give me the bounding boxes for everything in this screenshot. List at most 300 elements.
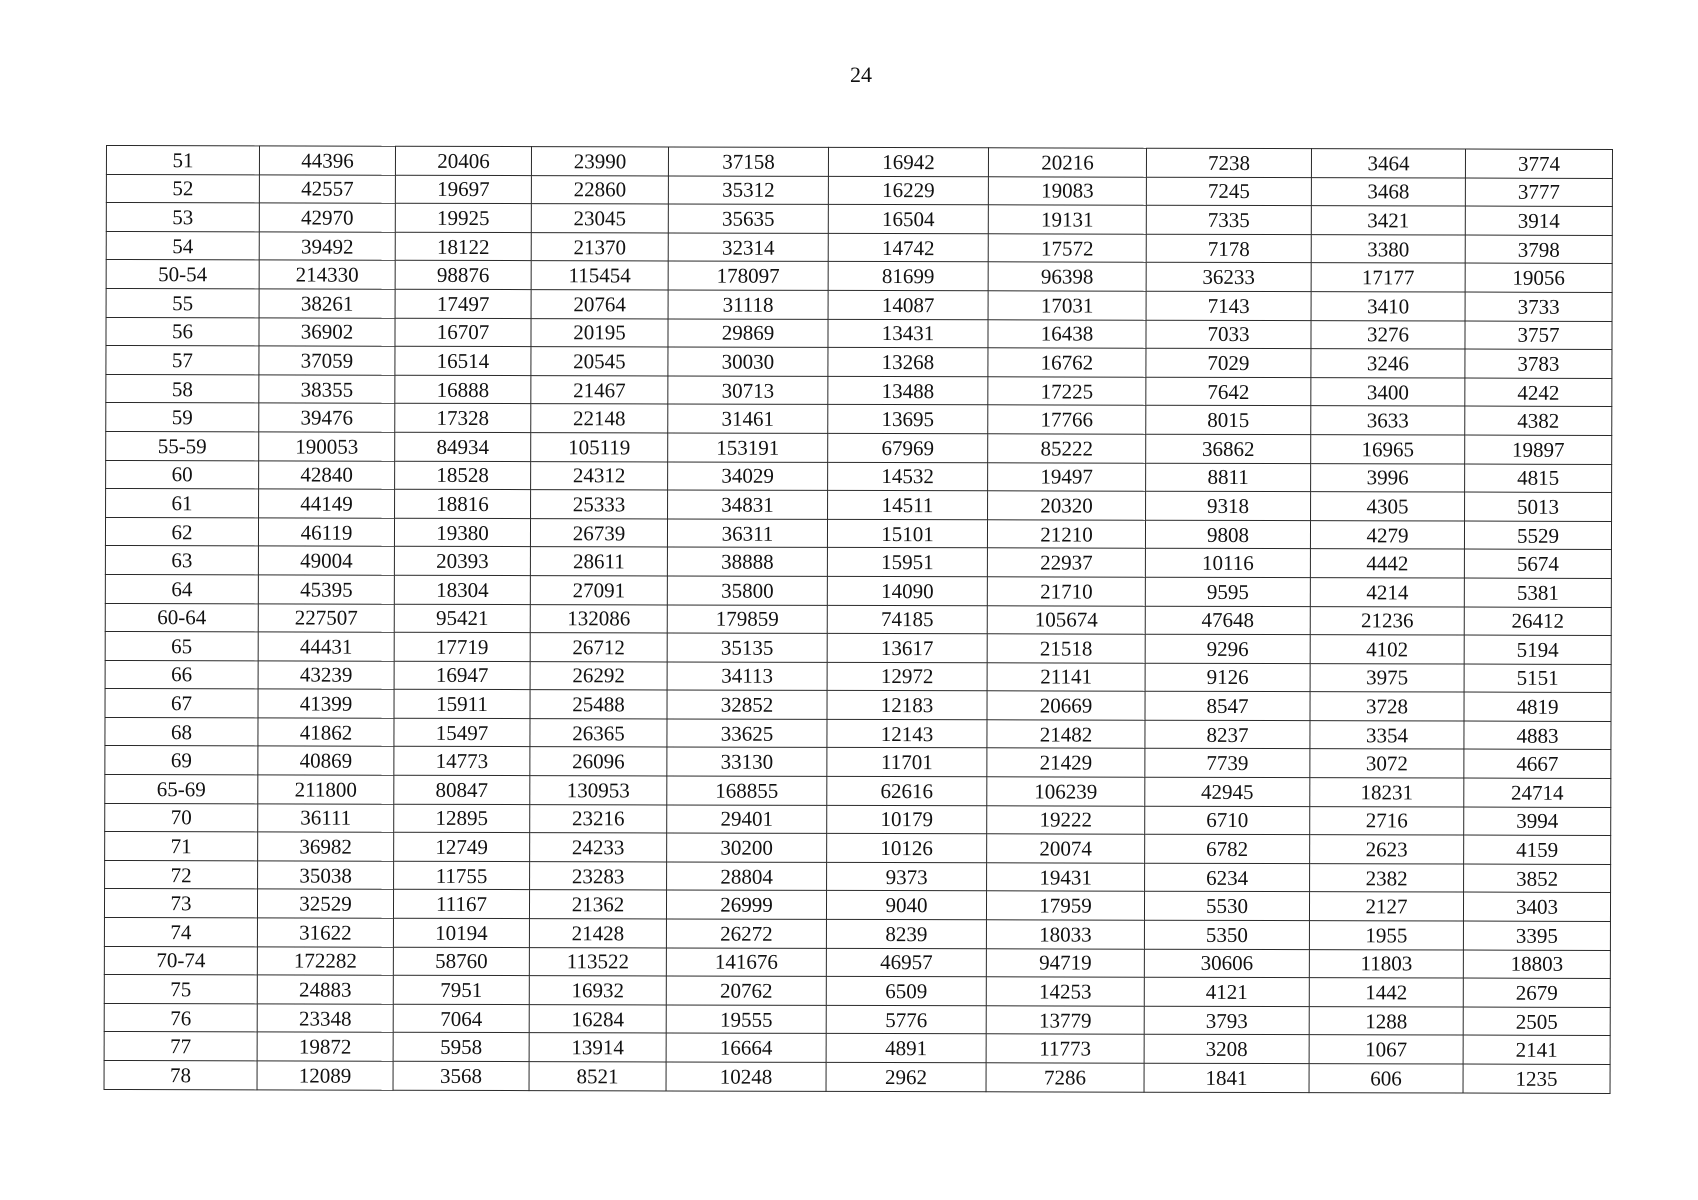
value-cell: 14773: [394, 747, 530, 776]
table-body: [104, 146, 1612, 1094]
value-cell: 27091: [530, 576, 667, 605]
value-cell: 3400: [1311, 377, 1465, 406]
value-cell: 13431: [828, 319, 988, 348]
value-cell: 5013: [1465, 492, 1612, 521]
value-cell: 16514: [395, 346, 531, 375]
age-cell: 76: [104, 1003, 257, 1032]
table-row: [106, 374, 1612, 407]
value-cell: 8015: [1146, 406, 1311, 435]
value-cell: 4382: [1465, 406, 1612, 435]
value-cell: 9318: [1146, 491, 1311, 520]
value-cell: 31118: [668, 290, 828, 319]
value-cell: 41399: [258, 689, 394, 718]
value-cell: 39476: [259, 403, 395, 432]
value-cell: 10179: [827, 805, 987, 834]
age-cell: 77: [104, 1032, 257, 1061]
age-cell: 60: [106, 460, 259, 489]
value-cell: 38261: [259, 289, 395, 318]
value-cell: 30713: [668, 376, 828, 405]
value-cell: 20669: [987, 691, 1145, 720]
value-cell: 17328: [395, 404, 531, 433]
value-cell: 19497: [988, 462, 1146, 491]
value-cell: 3633: [1311, 406, 1465, 435]
value-cell: 36902: [259, 317, 395, 346]
value-cell: 36982: [258, 832, 394, 861]
value-cell: 4815: [1465, 464, 1612, 493]
value-cell: 32314: [668, 233, 828, 262]
value-cell: 26712: [530, 633, 667, 662]
value-cell: 23990: [531, 147, 668, 176]
value-cell: 17177: [1311, 263, 1465, 292]
value-cell: 4442: [1310, 549, 1464, 578]
table-row: [106, 146, 1612, 179]
value-cell: 16707: [395, 318, 531, 347]
value-cell: 9126: [1145, 663, 1310, 692]
value-cell: 9595: [1145, 577, 1310, 606]
table-row: [106, 317, 1612, 350]
value-cell: 23045: [531, 204, 668, 233]
value-cell: 12749: [394, 833, 530, 862]
value-cell: 31461: [668, 404, 828, 433]
value-cell: 20545: [531, 347, 668, 376]
value-cell: 36311: [667, 519, 827, 548]
value-cell: 23216: [530, 804, 667, 833]
value-cell: 8237: [1145, 720, 1310, 749]
value-cell: 46119: [258, 518, 394, 547]
value-cell: 168855: [667, 776, 827, 805]
value-cell: 5958: [393, 1033, 529, 1062]
value-cell: 13695: [828, 405, 988, 434]
value-cell: 16888: [395, 375, 531, 404]
value-cell: 5529: [1464, 521, 1611, 550]
value-cell: 3774: [1465, 149, 1612, 178]
value-cell: 15497: [394, 718, 530, 747]
value-cell: 5194: [1464, 635, 1611, 664]
table-row-subtotal: [105, 775, 1611, 808]
value-cell: 12895: [394, 804, 530, 833]
value-cell: 132086: [530, 604, 667, 633]
value-cell: 20393: [394, 547, 530, 576]
age-cell: 74: [104, 918, 257, 947]
value-cell: 15951: [827, 548, 987, 577]
age-cell: 50-54: [106, 260, 259, 289]
value-cell: 17497: [395, 289, 531, 318]
table-row: [105, 574, 1611, 607]
value-cell: 47648: [1145, 606, 1310, 635]
value-cell: 12143: [827, 719, 987, 748]
value-cell: 14090: [827, 576, 987, 605]
value-cell: 85222: [988, 434, 1146, 463]
value-cell: 12972: [827, 662, 987, 691]
value-cell: 24233: [530, 833, 667, 862]
value-cell: 16438: [988, 319, 1146, 348]
table-row: [106, 288, 1612, 321]
value-cell: 179859: [667, 604, 827, 633]
value-cell: 130953: [530, 776, 667, 805]
table-row-subtotal: [106, 431, 1612, 464]
value-cell: 4279: [1310, 520, 1464, 549]
value-cell: 7951: [393, 975, 529, 1004]
value-cell: 14532: [828, 462, 988, 491]
value-cell: 1442: [1309, 978, 1463, 1007]
value-cell: 7178: [1146, 234, 1311, 263]
value-cell: 21141: [987, 662, 1145, 691]
age-cell: 59: [106, 403, 259, 432]
value-cell: 5151: [1464, 664, 1611, 693]
table-row: [105, 660, 1611, 693]
value-cell: 5350: [1144, 920, 1309, 949]
value-cell: 18528: [395, 461, 531, 490]
value-cell: 16229: [828, 176, 988, 205]
value-cell: 18803: [1463, 950, 1610, 979]
value-cell: 26739: [530, 518, 667, 547]
value-cell: 9040: [826, 891, 986, 920]
value-cell: 11773: [986, 1034, 1144, 1063]
value-cell: 37158: [668, 147, 828, 176]
age-cell: 70: [105, 803, 258, 832]
age-cell: 52: [106, 174, 259, 203]
age-cell: 72: [105, 860, 258, 889]
value-cell: 15101: [827, 519, 987, 548]
value-cell: 3568: [393, 1061, 529, 1090]
value-cell: 19431: [987, 863, 1145, 892]
value-cell: 7739: [1145, 749, 1310, 778]
value-cell: 26999: [666, 890, 826, 919]
value-cell: 178097: [668, 261, 828, 290]
value-cell: 141676: [666, 948, 826, 977]
value-cell: 3468: [1311, 177, 1465, 206]
table-row: [105, 546, 1611, 579]
age-cell: 65: [105, 632, 258, 661]
value-cell: 172282: [257, 947, 393, 976]
value-cell: 25488: [530, 690, 667, 719]
value-cell: 43239: [258, 661, 394, 690]
value-cell: 95421: [394, 604, 530, 633]
table-row: [105, 803, 1611, 836]
value-cell: 19380: [394, 518, 530, 547]
value-cell: 3793: [1144, 1006, 1309, 1035]
value-cell: 13779: [986, 1006, 1144, 1035]
value-cell: 20074: [987, 834, 1145, 863]
age-cell: 64: [105, 574, 258, 603]
age-cell: 68: [105, 717, 258, 746]
age-cell: 55-59: [106, 431, 259, 460]
value-cell: 94719: [986, 948, 1144, 977]
table-row: [105, 746, 1611, 779]
value-cell: 21429: [987, 748, 1145, 777]
value-cell: 7286: [986, 1063, 1144, 1092]
value-cell: 3464: [1311, 149, 1465, 178]
value-cell: 30030: [668, 347, 828, 376]
age-cell: 58: [106, 374, 259, 403]
table-row: [105, 717, 1611, 750]
value-cell: 13488: [828, 376, 988, 405]
value-cell: 7064: [393, 1004, 529, 1033]
value-cell: 21710: [987, 577, 1145, 606]
value-cell: 49004: [258, 546, 394, 575]
value-cell: 42557: [259, 174, 395, 203]
value-cell: 2716: [1310, 806, 1464, 835]
value-cell: 22860: [531, 175, 668, 204]
table-row-subtotal: [104, 946, 1610, 979]
value-cell: 16942: [828, 147, 988, 176]
value-cell: 21362: [529, 890, 666, 919]
value-cell: 21518: [987, 634, 1145, 663]
page-number: 24: [850, 62, 872, 87]
value-cell: 7335: [1146, 205, 1311, 234]
value-cell: 5530: [1144, 892, 1309, 921]
value-cell: 11803: [1309, 949, 1463, 978]
value-cell: 42945: [1145, 777, 1310, 806]
value-cell: 3757: [1465, 321, 1612, 350]
value-cell: 19056: [1465, 263, 1612, 292]
value-cell: 31622: [257, 918, 393, 947]
value-cell: 20762: [666, 976, 826, 1005]
value-cell: 3777: [1465, 178, 1612, 207]
value-cell: 10116: [1145, 549, 1310, 578]
value-cell: 29401: [667, 805, 827, 834]
value-cell: 18304: [394, 575, 530, 604]
value-cell: 5381: [1464, 578, 1611, 607]
value-cell: 45395: [258, 575, 394, 604]
value-cell: 6234: [1145, 863, 1310, 892]
value-cell: 24312: [531, 461, 668, 490]
value-cell: 36862: [1146, 434, 1311, 463]
value-cell: 3395: [1463, 921, 1610, 950]
value-cell: 12089: [257, 1061, 393, 1090]
value-cell: 28804: [667, 862, 827, 891]
value-cell: 22937: [987, 548, 1145, 577]
value-cell: 16664: [666, 1033, 826, 1062]
value-cell: 44149: [259, 489, 395, 518]
value-cell: 4819: [1464, 692, 1611, 721]
age-cell: 65-69: [105, 775, 258, 804]
value-cell: 2623: [1310, 835, 1464, 864]
table-row-subtotal: [106, 260, 1612, 293]
value-cell: 8811: [1146, 463, 1311, 492]
value-cell: 8521: [529, 1062, 666, 1091]
age-cell: 55: [106, 288, 259, 317]
value-cell: 4102: [1310, 635, 1464, 664]
value-cell: 20216: [988, 148, 1146, 177]
value-cell: 14511: [828, 491, 988, 520]
value-cell: 3380: [1311, 234, 1465, 263]
value-cell: 3403: [1463, 892, 1610, 921]
value-cell: 20195: [531, 318, 668, 347]
value-cell: 10126: [827, 834, 987, 863]
value-cell: 113522: [529, 947, 666, 976]
value-cell: 35635: [668, 204, 828, 233]
value-cell: 15911: [394, 690, 530, 719]
age-cell: 63: [105, 546, 258, 575]
age-cell: 61: [106, 489, 259, 518]
value-cell: 11755: [394, 861, 530, 890]
value-cell: 16284: [529, 1004, 666, 1033]
value-cell: 1841: [1144, 1063, 1309, 1092]
value-cell: 30200: [667, 833, 827, 862]
value-cell: 19131: [988, 205, 1146, 234]
value-cell: 8547: [1145, 692, 1310, 721]
value-cell: 7245: [1146, 177, 1311, 206]
value-cell: 3733: [1465, 292, 1612, 321]
value-cell: 32529: [257, 889, 393, 918]
value-cell: 153191: [668, 433, 828, 462]
value-cell: 3852: [1464, 864, 1611, 893]
value-cell: 18033: [986, 920, 1144, 949]
value-cell: 19555: [666, 1005, 826, 1034]
age-cell: 62: [105, 517, 258, 546]
value-cell: 19697: [395, 175, 531, 204]
age-cell: 73: [104, 889, 257, 918]
value-cell: 26365: [530, 718, 667, 747]
value-cell: 74185: [827, 605, 987, 634]
age-cell: 75: [104, 975, 257, 1004]
value-cell: 1235: [1463, 1064, 1610, 1093]
value-cell: 4891: [826, 1034, 986, 1063]
value-cell: 19872: [257, 1032, 393, 1061]
value-cell: 190053: [259, 432, 395, 461]
value-cell: 19925: [395, 203, 531, 232]
value-cell: 3072: [1310, 749, 1464, 778]
value-cell: 4305: [1311, 492, 1465, 521]
value-cell: 25333: [531, 490, 668, 519]
table-row: [106, 460, 1612, 493]
value-cell: 41862: [258, 718, 394, 747]
value-cell: 17572: [988, 234, 1146, 263]
value-cell: 21236: [1310, 606, 1464, 635]
value-cell: 106239: [987, 777, 1145, 806]
value-cell: 14742: [828, 233, 988, 262]
value-cell: 14087: [828, 290, 988, 319]
age-cell: 78: [104, 1060, 257, 1089]
value-cell: 20320: [988, 491, 1146, 520]
value-cell: 3994: [1464, 807, 1611, 836]
table-row: [106, 203, 1612, 236]
value-cell: 21210: [987, 520, 1145, 549]
value-cell: 23283: [530, 861, 667, 890]
value-cell: 3798: [1465, 235, 1612, 264]
value-cell: 16932: [529, 976, 666, 1005]
age-cell: 51: [106, 146, 259, 175]
value-cell: 3276: [1311, 320, 1465, 349]
value-cell: 21428: [529, 919, 666, 948]
value-cell: 17766: [988, 405, 1146, 434]
value-cell: 26412: [1464, 607, 1611, 636]
value-cell: 17225: [988, 377, 1146, 406]
value-cell: 13914: [529, 1033, 666, 1062]
table-row: [106, 489, 1612, 522]
value-cell: 38355: [259, 375, 395, 404]
value-cell: 62616: [827, 776, 987, 805]
value-cell: 9808: [1145, 520, 1310, 549]
age-cell: 60-64: [105, 603, 258, 632]
value-cell: 19897: [1465, 435, 1612, 464]
value-cell: 16947: [394, 661, 530, 690]
value-cell: 29869: [668, 319, 828, 348]
value-cell: 26292: [530, 661, 667, 690]
value-cell: 10248: [666, 1062, 826, 1091]
table-row: [106, 231, 1612, 264]
value-cell: 21370: [531, 232, 668, 261]
value-cell: 17719: [394, 632, 530, 661]
value-cell: 7238: [1146, 148, 1311, 177]
value-cell: 35038: [258, 861, 394, 890]
value-cell: 2141: [1463, 1035, 1610, 1064]
age-cell: 57: [106, 346, 259, 375]
value-cell: 5674: [1464, 549, 1611, 578]
value-cell: 13268: [828, 348, 988, 377]
value-cell: 35135: [667, 633, 827, 662]
value-cell: 26272: [666, 919, 826, 948]
value-cell: 13617: [827, 633, 987, 662]
value-cell: 33130: [667, 747, 827, 776]
value-cell: 4667: [1464, 750, 1611, 779]
value-cell: 40869: [258, 746, 394, 775]
value-cell: 4242: [1465, 378, 1612, 407]
value-cell: 35312: [668, 176, 828, 205]
value-cell: 105119: [531, 433, 668, 462]
value-cell: 80847: [394, 775, 530, 804]
value-cell: 6509: [826, 977, 986, 1006]
age-cell: 70-74: [104, 946, 257, 975]
value-cell: 3410: [1311, 292, 1465, 321]
value-cell: 3783: [1465, 349, 1612, 378]
value-cell: 34029: [668, 462, 828, 491]
age-cell: 66: [105, 660, 258, 689]
age-cell: 53: [106, 203, 259, 232]
value-cell: 19222: [987, 805, 1145, 834]
table-row: [106, 403, 1612, 436]
value-cell: 21467: [531, 375, 668, 404]
value-cell: 11167: [393, 890, 529, 919]
table-row: [104, 918, 1610, 951]
value-cell: 96398: [988, 262, 1146, 291]
value-cell: 9373: [827, 862, 987, 891]
value-cell: 18231: [1310, 778, 1464, 807]
value-cell: 2962: [826, 1062, 986, 1091]
value-cell: 115454: [531, 261, 668, 290]
value-cell: 42970: [259, 203, 395, 232]
value-cell: 5776: [826, 1005, 986, 1034]
value-cell: 81699: [828, 262, 988, 291]
value-cell: 38888: [667, 547, 827, 576]
value-cell: 4214: [1310, 578, 1464, 607]
value-cell: 36111: [258, 804, 394, 833]
value-cell: 26096: [530, 747, 667, 776]
value-cell: 34831: [668, 490, 828, 519]
value-cell: 24714: [1464, 778, 1611, 807]
value-cell: 3996: [1311, 463, 1465, 492]
value-cell: 32852: [667, 690, 827, 719]
value-cell: 18122: [395, 232, 531, 261]
age-cell: 71: [105, 832, 258, 861]
value-cell: 44431: [258, 632, 394, 661]
value-cell: 23348: [257, 1004, 393, 1033]
value-cell: 33625: [667, 719, 827, 748]
value-cell: 17031: [988, 291, 1146, 320]
value-cell: 7143: [1146, 291, 1311, 320]
value-cell: 46957: [826, 948, 986, 977]
table-row: [104, 1003, 1610, 1036]
table-row: [104, 975, 1610, 1008]
value-cell: 20764: [531, 290, 668, 319]
age-cell: 69: [105, 746, 258, 775]
value-cell: 19083: [988, 176, 1146, 205]
value-cell: 16965: [1311, 435, 1465, 464]
value-cell: 18816: [395, 489, 531, 518]
value-cell: 2505: [1463, 1007, 1610, 1036]
table-row: [106, 174, 1612, 207]
